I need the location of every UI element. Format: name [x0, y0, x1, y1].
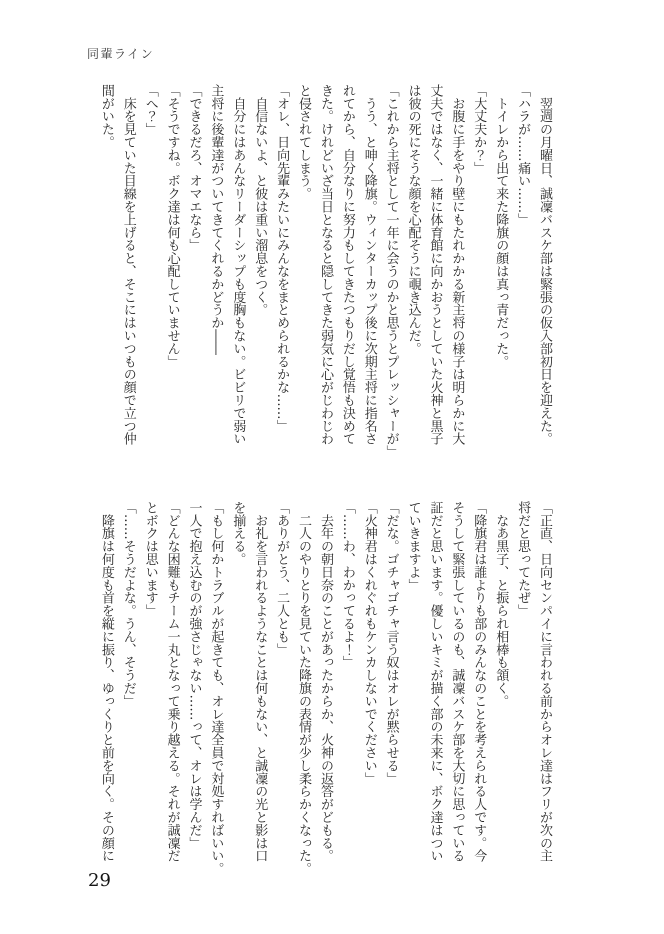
text-line: なあ黒子、と振られ相棒も頷く。 — [493, 501, 509, 708]
text-line: お礼を言われるようなことは何もない、と誠凜の光と影は口 — [252, 501, 268, 863]
text-line: 二人のやりとりを見ていた降旗の表情が少し柔らかくなった。 — [296, 501, 312, 876]
text-line: 「オレ、日向先輩みたいにみんなをまとめられるかな……」 — [274, 84, 290, 433]
text-line: 丈夫ではなく、一緒に体育館に向かおうとしていた火神と黒子 — [427, 84, 443, 446]
text-line: 「ハラが……痛い……」 — [515, 84, 531, 226]
text-line: トイレから出て来た降旗の顔は真っ青だった。 — [493, 84, 509, 368]
text-line: きた。けれどいざ当日となると隠してきた弱気に心がじわじわ — [317, 84, 333, 446]
text-line: とボクは思います」 — [142, 501, 158, 618]
text-line: 一人で抱え込むのが強さじゃない……って、オレは学んだ」 — [186, 501, 202, 850]
text-line: 「正直、日向センパイに言われる前からオレ達はフリが次の主 — [537, 501, 552, 863]
text-line: 自信ないよ、と彼は重い溜息をつく。 — [252, 84, 268, 317]
running-header: 同輩ライン — [87, 47, 155, 61]
text-line: を揃える。 — [230, 501, 246, 566]
text-line: 主将に後輩達がついてきてくれるかどうか―― — [208, 84, 224, 355]
text-block-bottom — [95, 501, 555, 876]
text-line: 「もし何かトラブルが起きても、オレ達全員で対処すればいい。 — [208, 501, 224, 876]
text-line: 「へ？」 — [142, 84, 158, 136]
text-line: れてから、自分なりに努力もしてきたつもりだし覚悟も決めて — [339, 84, 355, 446]
text-line: 「……そうだよな。うん、そうだ」 — [120, 501, 136, 708]
text-line: お腹に手をやり壁にもたれかかる新主将の様子は明らかに大 — [449, 84, 465, 446]
text-line: うう、と呻く降旗。ウィンターカップ後に次期主将に指名さ — [361, 84, 377, 446]
text-line: 床を見ていた目線を上げると、そこにはいつもの顔で立つ仲 — [120, 84, 136, 446]
text-line: 降旗は何度も首を縦に振り、ゆっくりと前を向く。その顔に — [98, 501, 114, 863]
text-line: は彼の死にそうな顔を心配そうに覗き込んだ。 — [405, 84, 421, 355]
text-line: 「できるだろ、オマエなら」 — [186, 84, 202, 252]
text-line: 「ありがとう、二人とも」 — [274, 501, 290, 656]
text-line: 「降旗君は誰よりも部のみんなのことを考えられる人です。今 — [471, 501, 487, 863]
text-line: 「これから主将として一年に会うのかと思うとプレッシャーが」 — [383, 84, 399, 459]
text-line: そうして緊張しているのも、誠凜バスケ部を大切に思っている — [449, 501, 465, 863]
text-line: 間がいた。 — [98, 84, 114, 149]
text-line: 翌週の月曜日、誠凜バスケ部は緊張の仮入部初日を迎えた。 — [537, 84, 552, 446]
text-line: 「大丈夫か？」 — [471, 84, 487, 175]
text-line: 「……わ、わかってるよ！」 — [339, 501, 355, 669]
text-line: 「どんな困難もチーム一丸となって乗り越える。それが誠凜だ — [164, 501, 180, 863]
text-line: 証だと思います。優しいキミが描く部の未来に、ボク達はつい — [427, 501, 443, 863]
text-line: 「そうですね。ボク達は何も心配していません」 — [164, 84, 180, 368]
text-line: 去年の朝日奈のことがあったからか、火神の返答がどもる。 — [317, 501, 333, 863]
text-line: 「火神君はくれぐれもケンカしないでください」 — [361, 501, 377, 785]
text-line: 自分にはあんなリーダーシップも度胸もない。ビビリで弱い — [230, 84, 246, 446]
text-block-top — [95, 84, 555, 459]
text-line: 「だな。ゴチャゴチャ言う奴はオレが黙らせる」 — [383, 501, 399, 785]
text-line: ていきますよ」 — [405, 501, 421, 592]
text-line: と侵されてしまう。 — [296, 84, 312, 201]
text-line: 将だと思ってたぜ」 — [515, 501, 531, 618]
page-number: 29 — [88, 870, 111, 891]
